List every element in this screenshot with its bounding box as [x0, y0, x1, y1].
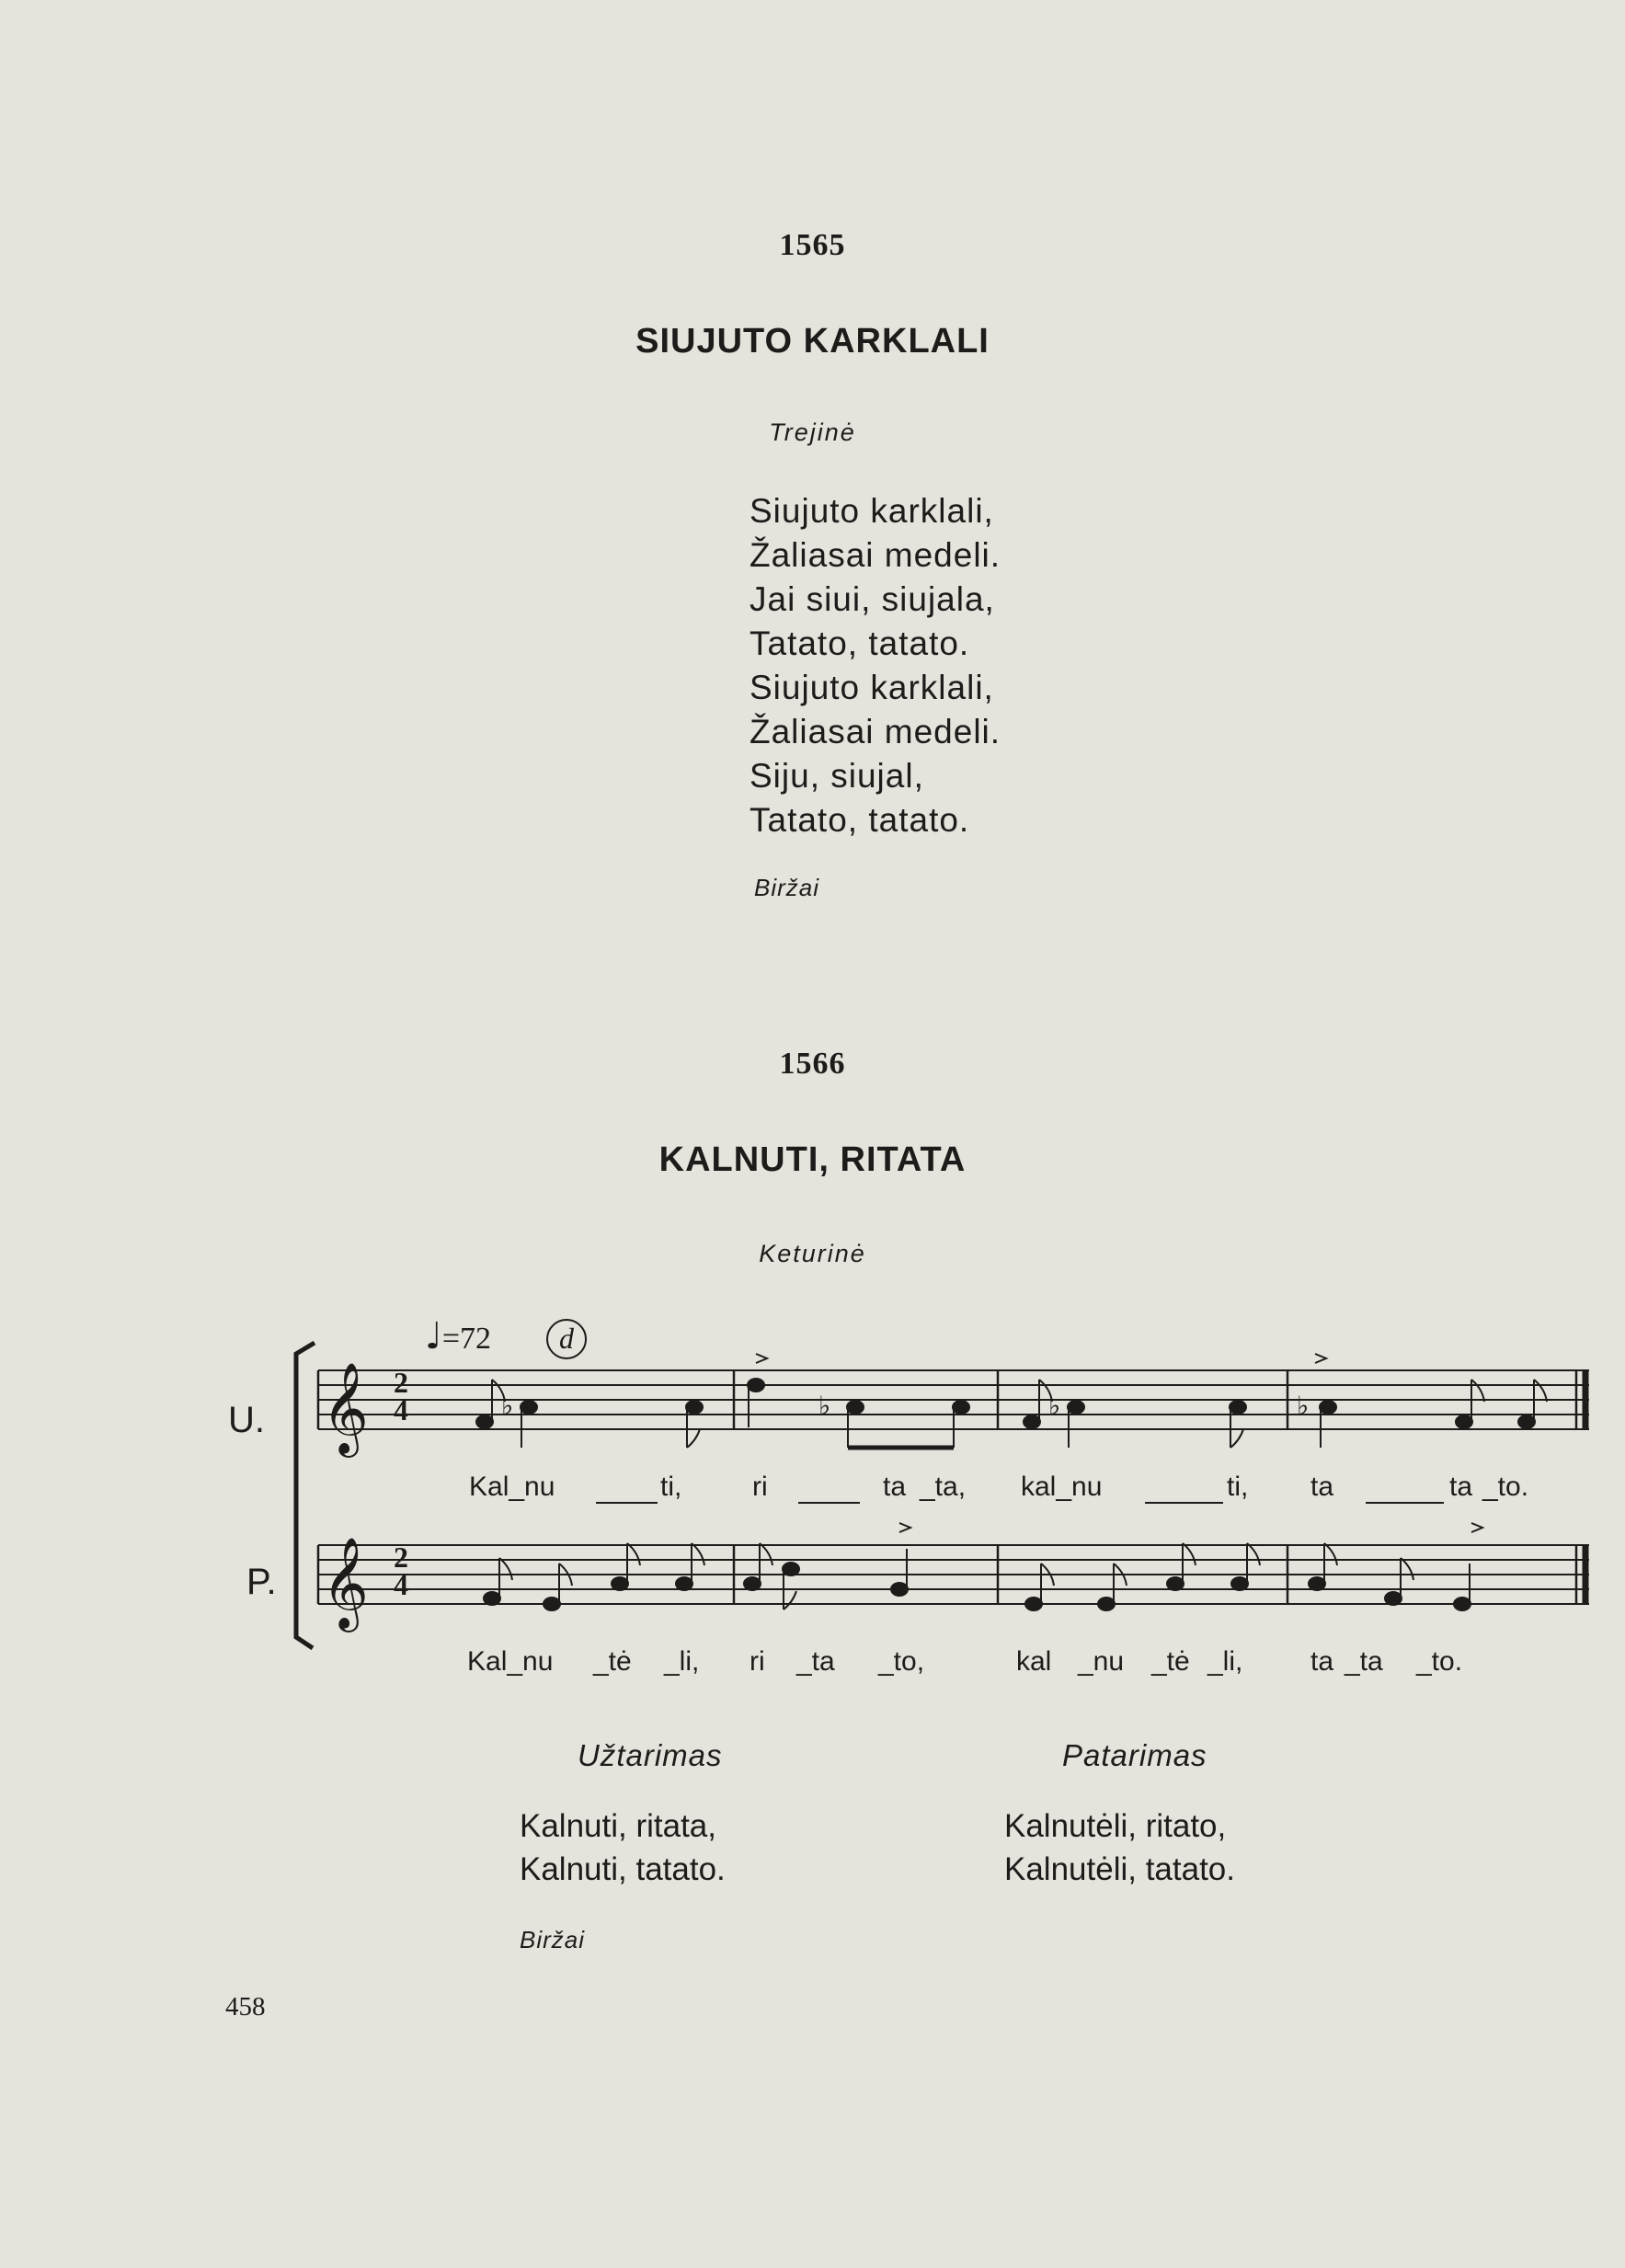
verse-line: Žaliasai medeli. — [750, 713, 1001, 750]
verse-line: Tatato, tatato. — [750, 624, 970, 662]
lyric-syllable: _to, — [878, 1646, 925, 1677]
verse-line: Kalnuti, tatato. — [520, 1851, 726, 1887]
song-type: Keturinė — [759, 1240, 866, 1267]
column-heading: Užtarimas — [578, 1738, 723, 1772]
voice-label-upper: U. — [228, 1400, 265, 1440]
column-verse — [520, 1804, 726, 1891]
lyric-syllable: _nu — [1078, 1646, 1125, 1677]
lyric-syllable: ri — [750, 1646, 765, 1677]
song-place: Biržai — [520, 1926, 586, 1953]
lyric-syllable: Kal_nu — [467, 1646, 554, 1677]
mode-mark: d — [546, 1319, 587, 1359]
lyric-syllable: ta — [883, 1472, 907, 1502]
lyric-syllable: _tė — [1151, 1646, 1190, 1677]
lyric-syllable: _ta, — [920, 1472, 967, 1502]
verse-line: Jai siui, siujala, — [750, 580, 995, 618]
verse-line: Tatato, tatato. — [750, 801, 970, 839]
lyric-syllable: ta — [1310, 1646, 1334, 1677]
verse-line: Siju, siujal, — [750, 757, 924, 795]
song-title: SIUJUTO KARKLALI — [635, 322, 990, 361]
lyric-syllable: kal — [1016, 1646, 1052, 1677]
song-type: Trejinė — [769, 418, 856, 446]
lyric-syllable: Kal_nu — [469, 1472, 555, 1502]
time-signature-upper: 2 4 — [394, 1366, 408, 1426]
notes-upper — [476, 1379, 1547, 1448]
column-verse — [1004, 1804, 1235, 1891]
lyric-syllable: _to. — [1416, 1646, 1463, 1677]
song-number: 1566 — [779, 1047, 846, 1081]
lyric-syllable: ta — [1310, 1472, 1334, 1502]
lyric-syllable: _li, — [1207, 1646, 1243, 1677]
verse-line: Siujuto karklali, — [750, 492, 994, 530]
accent-marks — [756, 1354, 1482, 1532]
notes-lower — [484, 1543, 1471, 1610]
lyric-syllable: ri — [752, 1472, 768, 1502]
verse-line: Siujuto karklali, — [750, 669, 994, 706]
time-signature-lower: 2 4 — [394, 1541, 408, 1601]
song-place: Biržai — [754, 874, 820, 901]
verse-line: Kalnutėli, tatato. — [1004, 1851, 1235, 1887]
song-number: 1565 — [779, 228, 846, 262]
lyric-syllable: ti, — [1227, 1472, 1249, 1502]
song-title: KALNUTI, RITATA — [658, 1140, 967, 1179]
treble-clef-icon: 𝄞 — [322, 1362, 369, 1454]
verse-line: Kalnutėli, ritato, — [1004, 1808, 1227, 1844]
quarter-note-icon: ♩ — [425, 1315, 442, 1357]
lyric-syllable: _to. — [1482, 1472, 1529, 1502]
verse-line: Kalnuti, ritata, — [520, 1808, 716, 1844]
lyric-syllable: _tė — [593, 1646, 632, 1677]
column-heading: Patarimas — [1062, 1738, 1207, 1772]
lyric-syllable: ti, — [660, 1472, 682, 1502]
lyric-syllable: _ta — [796, 1646, 835, 1677]
svg-text:♭: ♭ — [1297, 1391, 1310, 1421]
verse-line: Žaliasai medeli. — [750, 536, 1001, 574]
lyric-syllable: ta — [1449, 1472, 1473, 1502]
tempo-value: =72 — [441, 1322, 492, 1356]
lyric-syllable: kal_nu — [1021, 1472, 1103, 1502]
svg-text:♭: ♭ — [1048, 1391, 1061, 1421]
voice-label-lower: P. — [246, 1562, 277, 1602]
treble-clef-icon: 𝄞 — [322, 1537, 369, 1629]
svg-text:♭: ♭ — [818, 1391, 831, 1421]
page-number: 458 — [225, 1992, 266, 2022]
system-bracket — [296, 1343, 315, 1648]
svg-text:♭: ♭ — [501, 1391, 514, 1421]
lyric-syllable: _li, — [664, 1646, 700, 1677]
lyric-syllable: _ta — [1345, 1646, 1383, 1677]
